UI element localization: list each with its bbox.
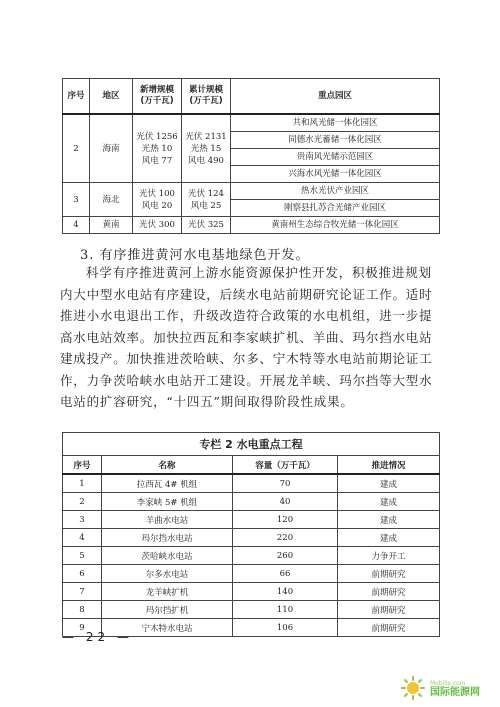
cell-status: 前期研究 xyxy=(338,619,440,637)
header-region: 地区 xyxy=(90,79,133,115)
table-title: 专栏 2 水电重点工程 xyxy=(63,433,440,456)
cell-status: 建成 xyxy=(338,511,440,529)
cell-no: 3 xyxy=(63,511,102,529)
cell-no: 6 xyxy=(63,565,102,583)
watermark-sub: Mobilis.com xyxy=(430,680,466,687)
cell-name: 茨哈峡水电站 xyxy=(102,547,233,565)
cell-park: 热水光伏产业园区 xyxy=(231,183,440,200)
table-row xyxy=(63,565,440,583)
cell-name: 玛尔挡扩机 xyxy=(102,601,233,619)
cell-no: 2 xyxy=(63,114,90,183)
cell-no: 8 xyxy=(63,601,102,619)
cell-name: 玛尔挡水电站 xyxy=(102,529,233,547)
cell-new-scale: 光伏 1256 光热 10 风电 77 xyxy=(133,114,182,183)
cell-new-scale: 光伏 300 xyxy=(133,217,182,234)
cell-park: 兴海水风光储一体化园区 xyxy=(231,166,440,183)
cell-no: 4 xyxy=(63,529,102,547)
hydropower-projects-table xyxy=(62,432,440,637)
cell-capacity: 260 xyxy=(233,547,338,565)
cell-total-scale: 光伏 325 xyxy=(182,217,231,234)
cell-capacity: 140 xyxy=(233,583,338,601)
cell-no: 7 xyxy=(63,583,102,601)
cell-total-scale: 光伏 124 风电 25 xyxy=(182,183,231,217)
cell-status: 建成 xyxy=(338,474,440,493)
cell-name: 尔多水电站 xyxy=(102,565,233,583)
cell-status: 前期研究 xyxy=(338,583,440,601)
cell-name: 宁木特水电站 xyxy=(102,619,233,637)
table-row xyxy=(63,493,440,511)
cell-status: 前期研究 xyxy=(338,601,440,619)
cell-status: 建成 xyxy=(338,529,440,547)
cell-no: 5 xyxy=(63,547,102,565)
page-number: — 22 — xyxy=(62,630,133,644)
cell-capacity: 70 xyxy=(233,474,338,493)
cell-capacity: 66 xyxy=(233,565,338,583)
cell-park: 黄南州生态综合牧光储一体化园区 xyxy=(231,217,440,234)
table-row xyxy=(63,183,440,200)
table-row xyxy=(63,114,440,132)
cell-capacity: 220 xyxy=(233,529,338,547)
table-header-row xyxy=(63,79,440,115)
cell-status: 力争开工 xyxy=(338,547,440,565)
cell-park: 贵南风光储示范园区 xyxy=(231,149,440,166)
cell-no: 4 xyxy=(63,217,90,234)
table-row xyxy=(63,511,440,529)
cell-name: 拉西瓦 4# 机组 xyxy=(102,474,233,493)
header-key-parks: 重点园区 xyxy=(231,79,440,115)
header-no: 序号 xyxy=(63,456,102,475)
watermark-main: 国际能源网 xyxy=(430,687,480,698)
cell-status: 前期研究 xyxy=(338,565,440,583)
cell-no: 9 xyxy=(63,619,102,637)
table-row xyxy=(63,474,440,493)
table-header-row xyxy=(63,456,440,475)
key-parks-table xyxy=(62,78,440,234)
cell-no: 1 xyxy=(63,474,102,493)
header-new-scale: 新增规模 (万千瓦) xyxy=(133,79,182,115)
cell-no: 3 xyxy=(63,183,90,217)
table-row xyxy=(63,601,440,619)
cell-capacity: 120 xyxy=(233,511,338,529)
cell-park: 共和风光储一体化园区 xyxy=(231,114,440,132)
cell-park: 同德水光蓄储一体化园区 xyxy=(231,132,440,149)
watermark-logo xyxy=(400,676,496,700)
cell-capacity: 40 xyxy=(233,493,338,511)
table-row xyxy=(63,583,440,601)
cell-capacity: 110 xyxy=(233,601,338,619)
cell-name: 羊曲水电站 xyxy=(102,511,233,529)
cell-park: 刚察县扎苏合光储产业园区 xyxy=(231,200,440,217)
cell-name: 李家峡 5# 机组 xyxy=(102,493,233,511)
cell-region: 黄南 xyxy=(90,217,133,234)
section-paragraph: 科学有序推进黄河上游水能资源保护性开发，积极推进规划内大中型水电站有序建设，后续水电站前期研究论证工作。适时推进小水电退出工作，升级改造符合政策的水电机组，进一步提高水电站效率。加快拉西瓦和李家峡扩机、羊曲、玛尔挡水电站建成投产。加快推进茨哈峡、尔多、宁木特等水电站前期论证工作，力争茨哈峡水电站开工建设。开展龙羊峡、玛尔挡等大型水电站的扩容研究，“十四五”期间取得阶段性成果。 xyxy=(60,265,433,409)
header-capacity: 容量（万千瓦） xyxy=(233,456,338,475)
cell-no: 2 xyxy=(63,493,102,511)
sun-logo-icon xyxy=(400,676,426,700)
table-row xyxy=(63,217,440,234)
header-total-scale: 累计规模 (万千瓦) xyxy=(182,79,231,115)
cell-status: 建成 xyxy=(338,493,440,511)
header-status: 推进情况 xyxy=(338,456,440,475)
table-title-row xyxy=(63,433,440,456)
cell-region: 海北 xyxy=(90,183,133,217)
header-no: 序号 xyxy=(63,79,90,115)
table-row xyxy=(63,529,440,547)
cell-capacity: 106 xyxy=(233,619,338,637)
cell-region: 海南 xyxy=(90,114,133,183)
table-row xyxy=(63,547,440,565)
cell-total-scale: 光伏 2131 光热 15 风电 490 xyxy=(182,114,231,183)
header-name: 名称 xyxy=(102,456,233,475)
section-heading: 3. 有序推进黄河水电基地绿色开发。 xyxy=(80,248,310,263)
cell-name: 龙羊峡扩机 xyxy=(102,583,233,601)
cell-new-scale: 光伏 100 风电 20 xyxy=(133,183,182,217)
